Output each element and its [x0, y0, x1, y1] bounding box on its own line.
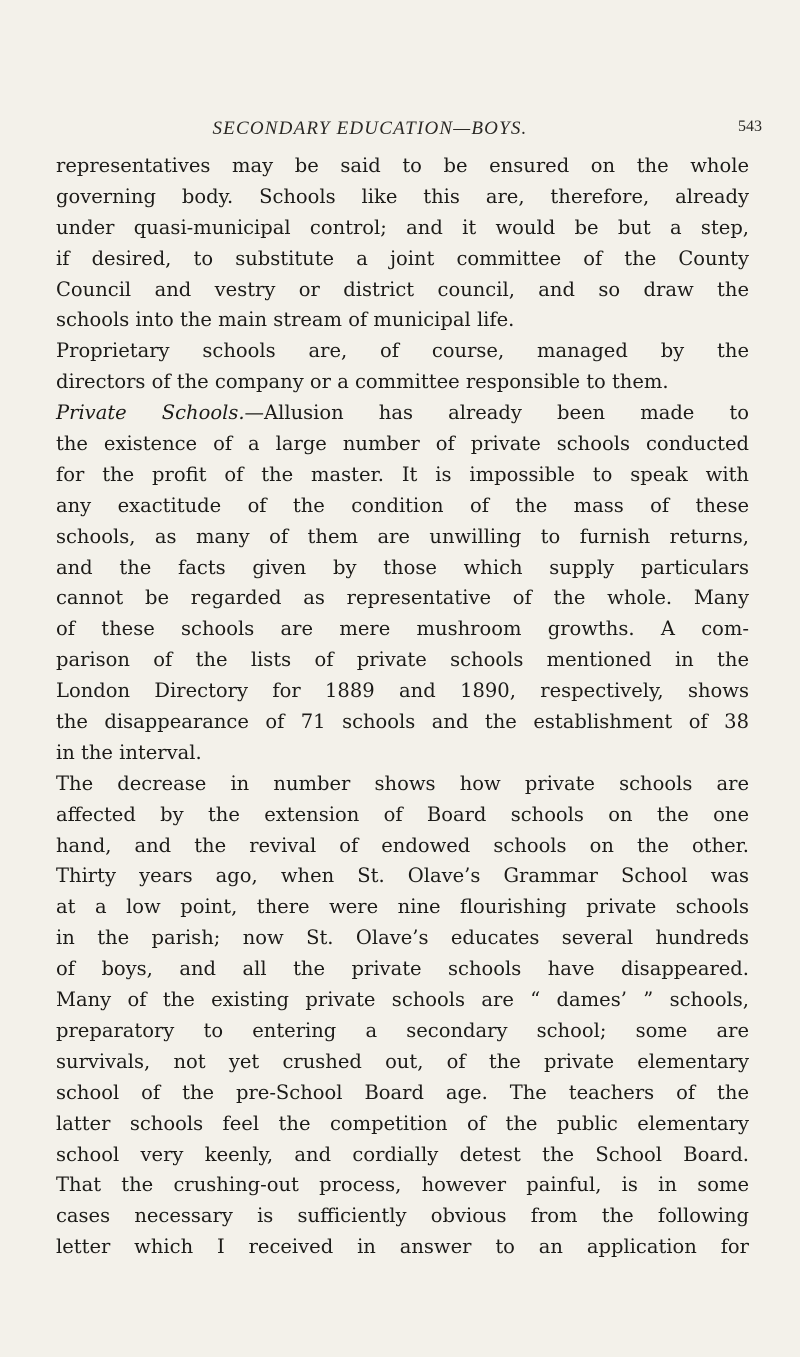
text-line: of these schools are mere mushroom growths. A com- [56, 617, 749, 641]
text-line: in the interval. [56, 740, 202, 764]
running-head: SECONDARY EDUCATION—BOYS. [212, 118, 528, 139]
section-heading-private-schools: Private Schools. [56, 401, 245, 425]
text-line: schools, as many of them are unwilling to furnish returns, [56, 524, 749, 548]
text-line: cannot be regarded as representative of the whole. Many [56, 586, 749, 610]
text-line: survivals, not yet crushed out, of the private elementary [56, 1049, 749, 1073]
text-line: at a low point, there were nine flourishing private schools [56, 895, 749, 919]
text-line: Proprietary schools are, of course, managed by the [56, 339, 749, 363]
text-line: Many of the existing private schools are “ dames’ ” schools, [56, 988, 749, 1012]
text-line: affected by the extension of Board schools on the one [56, 802, 749, 826]
text-line: The decrease in number shows how private schools are [56, 771, 749, 795]
text-line: Council and vestry or district council, and so draw the [56, 277, 749, 301]
text-line: schools into the main stream of municipal life. [56, 308, 515, 332]
body-text [56, 151, 749, 1263]
text-line: if desired, to substitute a joint committee of the County [56, 246, 749, 270]
text-line: directors of the company or a committee responsible to them. [56, 370, 669, 394]
text-line: London Directory for 1889 and 1890, respectively, shows [56, 679, 749, 703]
text-line: school of the pre-School Board age. The teachers of the [56, 1080, 749, 1104]
text-line: governing body. Schools like this are, therefore, already [56, 184, 749, 208]
text-line: —Allusion has already been made to [244, 401, 750, 425]
text-line: school very keenly, and cordially detest the School Board. [56, 1142, 749, 1166]
page-number: 543 [738, 118, 762, 135]
text-line: the existence of a large number of private schools conducted [56, 432, 749, 456]
text-line: letter which I received in answer to an application for [56, 1235, 749, 1259]
text-line: parison of the lists of private schools mentioned in the [56, 648, 749, 672]
text-line: the disappearance of 71 schools and the establishment of 38 [56, 710, 749, 734]
text-line: cases necessary is sufficiently obvious from the following [56, 1204, 749, 1228]
text-line: and the facts given by those which supply particulars [56, 555, 749, 579]
text-line: representatives may be said to be ensured on the whole [56, 154, 749, 177]
text-line: any exactitude of the condition of the mass of these [56, 493, 749, 517]
text-line: preparatory to entering a secondary school; some are [56, 1018, 749, 1042]
text-line: That the crushing-out process, however painful, is in some [56, 1173, 749, 1197]
text-line: latter schools feel the competition of the public elementary [56, 1111, 749, 1135]
text-line: in the parish; now St. Olave’s educates several hundreds [56, 926, 749, 950]
text-line: of boys, and all the private schools have disappeared. [56, 957, 749, 981]
text-line: hand, and the revival of endowed schools on the other. [56, 833, 749, 857]
text-line-with-heading [56, 398, 749, 429]
text-line: under quasi-municipal control; and it would be but a step, [56, 215, 749, 239]
text-line: for the profit of the master. It is impossible to speak with [56, 462, 749, 486]
text-line: Thirty years ago, when St. Olave’s Grammar School was [56, 864, 749, 888]
